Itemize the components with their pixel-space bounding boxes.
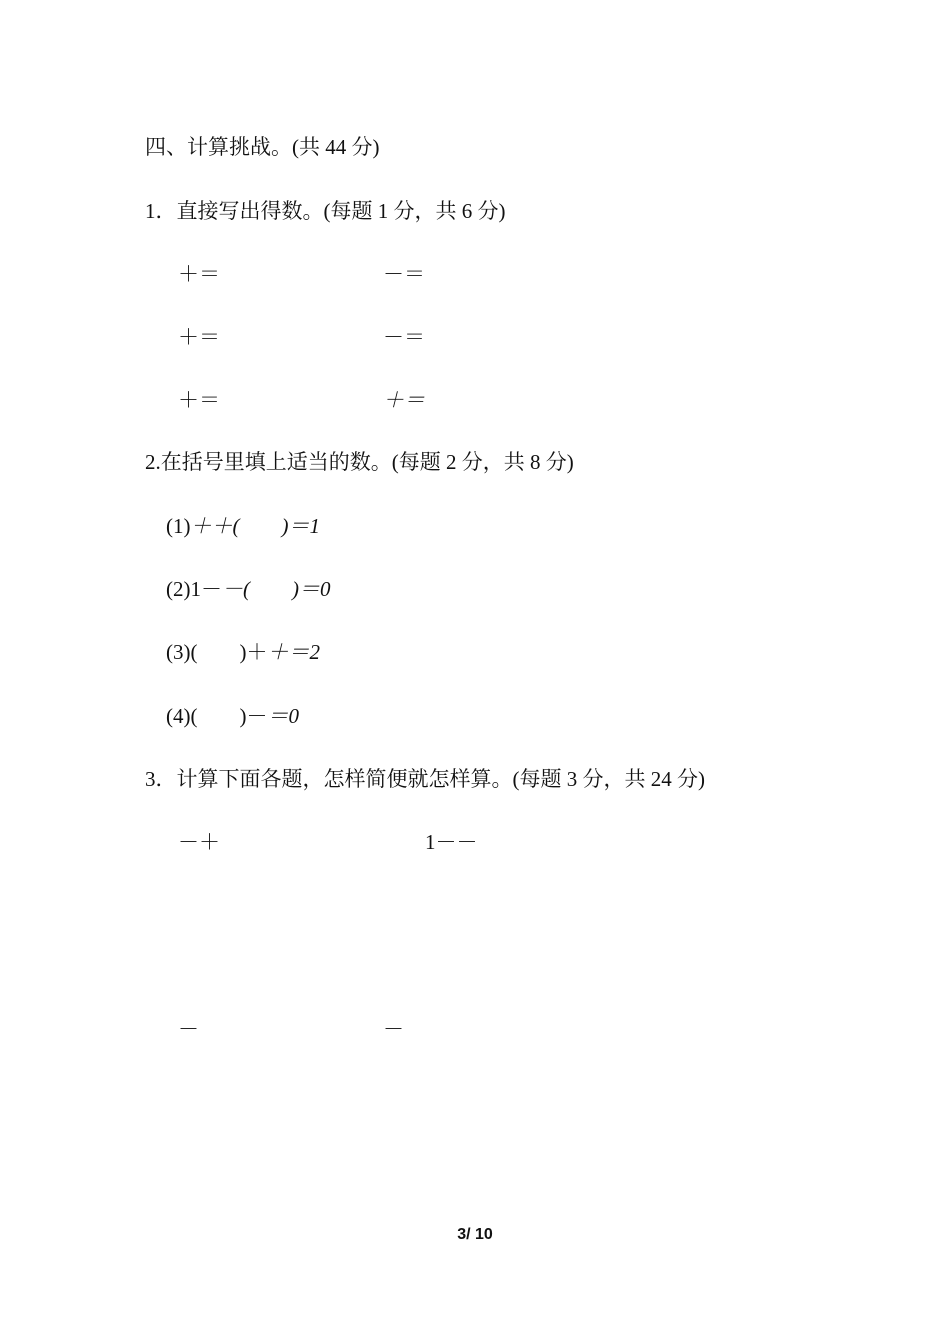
q3-item-2 [425,828,478,856]
q2-item-1-expression: ＋＋( )＝1 [190,514,320,538]
q3-item-4 [383,1015,404,1043]
q2-item-4-label: (4)( )－ [166,704,268,728]
q3-item-4-expression: － [383,1017,404,1041]
q2-item-1-label: (1) [166,514,191,538]
question-2-title: 2.在括号里填上适当的数。(每题 2 分，共 8 分) [145,450,574,474]
q3-item-1 [178,828,220,856]
q2-item-1 [166,512,320,540]
q1-item-6: ＋＝ [383,388,425,412]
question-1-title: 1．直接写出得数。(每题 1 分，共 6 分) [145,199,506,223]
q2-item-2-expression: －( )＝0 [222,577,331,601]
page-number: 3/ 10 [457,1226,493,1243]
q1-item-1: ＋＝ [178,262,220,286]
section-title: 四、计算挑战。(共 44 分) [145,135,380,159]
q2-item-3-expression: ＋＝2 [267,640,320,664]
q2-item-3-label: (3)( )＋ [166,640,268,664]
q2-item-4 [166,702,299,730]
q1-item-5: ＋＝ [178,388,220,412]
q2-item-3 [166,638,320,666]
q2-item-2-label: (2)1－ [166,577,222,601]
q1-item-4: －＝ [383,325,425,349]
q1-item-2: －＝ [383,262,425,286]
q3-item-3-expression: － [178,1017,199,1041]
q2-item-4-expression: ＝0 [267,704,299,728]
q2-item-2 [166,575,331,603]
q3-item-1-expression: －＋ [178,830,220,854]
question-3-title: 3．计算下面各题，怎样简便就怎样算。(每题 3 分，共 24 分) [145,767,705,791]
q3-item-3 [178,1015,199,1043]
q1-item-3: ＋＝ [178,325,220,349]
q3-item-2-expression: 1－－ [425,830,478,854]
